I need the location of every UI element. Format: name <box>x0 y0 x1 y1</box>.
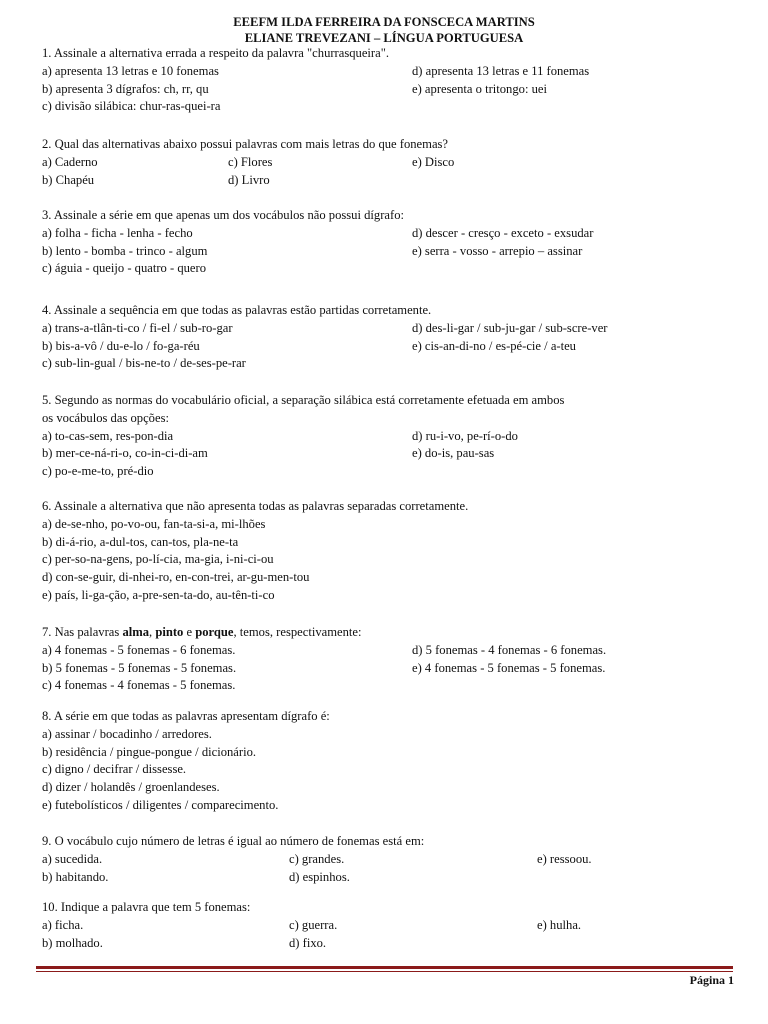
option-d: d) ru-i-vo, pe-rí-o-do <box>412 428 518 443</box>
question-2 <box>42 136 742 189</box>
stem-text: 7. Nas palavras <box>42 625 123 639</box>
option-c: c) sub-lin-gual / bis-ne-to / de-ses-pe-rar <box>42 356 246 371</box>
option-e: e) país, li-ga-ção, a-pre-sen-ta-do, au-tên-ti-co <box>42 587 275 602</box>
word-alma: alma <box>122 625 150 639</box>
question-4 <box>42 302 742 373</box>
footer-divider-thin <box>36 971 733 972</box>
question-stem: 10. Indique a palavra que tem 5 fonemas: <box>42 900 251 914</box>
question-1 <box>42 45 742 116</box>
school-name-heading: EEEFM ILDA FERREIRA DA FONSCECA MARTINS <box>233 15 535 29</box>
option-b: b) apresenta 3 dígrafos: ch, rr, qu <box>42 81 209 96</box>
option-d: d) Livro <box>228 172 270 187</box>
option-e: e) serra - vosso - arrepio – assinar <box>412 243 583 258</box>
option-c: c) per-so-na-gens, po-lí-cia, ma-gia, i-ni-ci-ou <box>42 552 274 567</box>
teacher-subject-heading: ELIANE TREVEZANI – LÍNGUA PORTUGUESA <box>244 31 524 45</box>
option-e: e) do-is, pau-sas <box>412 446 495 461</box>
option-d: d) descer - cresço - exceto - exsudar <box>412 225 594 240</box>
option-b: b) mer-ce-ná-ri-o, co-in-ci-di-am <box>42 446 208 461</box>
option-c: c) digno / decifrar / dissesse. <box>42 762 187 777</box>
option-b: b) habitando. <box>42 869 109 884</box>
question-10 <box>42 899 742 952</box>
question-stem: 2. Qual das alternativas abaixo possui palavras com mais letras do que fonemas? <box>42 137 449 151</box>
option-b: b) bis-a-vô / du-e-lo / fo-ga-réu <box>42 338 200 353</box>
question-3 <box>42 207 742 278</box>
question-6 <box>42 498 742 605</box>
option-c: c) po-e-me-to, pré-dio <box>42 464 154 479</box>
option-c: c) grandes. <box>289 851 345 866</box>
stem-separator: e <box>183 625 196 639</box>
option-b: b) residência / pingue-pongue / dicionário. <box>42 744 257 759</box>
option-b: b) Chapéu <box>42 172 95 187</box>
option-e: e) ressoou. <box>537 851 592 866</box>
option-c: c) guerra. <box>289 917 338 932</box>
question-stem-continued: os vocábulos das opções: <box>42 410 169 425</box>
question-5 <box>42 392 742 481</box>
option-c: c) águia - queijo - quatro - quero <box>42 261 207 276</box>
option-d: d) con-se-guir, di-nhei-ro, en-con-trei, ar-gu-men-tou <box>42 570 310 585</box>
option-d: d) apresenta 13 letras e 11 fonemas <box>412 63 590 78</box>
option-d: d) fixo. <box>289 935 327 950</box>
option-a: a) de-se-nho, po-vo-ou, fan-ta-si-a, mi-lhões <box>42 516 266 531</box>
option-d: d) espinhos. <box>289 869 350 884</box>
question-stem: 4. Assinale a sequência em que todas as palavras estão partidas corretamente. <box>42 303 432 317</box>
question-stem <box>42 624 361 642</box>
option-e: e) hulha. <box>537 917 582 932</box>
option-b: b) di-á-rio, a-dul-tos, can-tos, pla-ne-ta <box>42 534 239 549</box>
question-7 <box>42 624 742 695</box>
footer-divider-thick <box>36 966 733 969</box>
question-stem: 5. Segundo as normas do vocabulário oficial, a separação silábica está corretamente efetuada em ambos <box>42 393 565 407</box>
word-pinto: pinto <box>155 625 184 639</box>
option-a: a) trans-a-tlân-ti-co / fi-el / sub-ro-gar <box>42 320 233 335</box>
question-stem: 3. Assinale a série em que apenas um dos vocábulos não possui dígrafo: <box>42 208 404 222</box>
option-a: a) Caderno <box>42 154 98 169</box>
option-c: c) 4 fonemas - 4 fonemas - 5 fonemas. <box>42 678 236 693</box>
option-a: a) assinar / bocadinho / arredores. <box>42 726 212 741</box>
option-c: c) Flores <box>228 154 273 169</box>
option-b: b) molhado. <box>42 935 103 950</box>
option-c: c) divisão silábica: chur-ras-quei-ra <box>42 99 221 114</box>
option-d: d) dizer / holandês / groenlandeses. <box>42 780 220 795</box>
stem-separator: , <box>149 625 156 639</box>
question-stem: 6. Assinale a alternativa que não apresenta todas as palavras separadas corretamente. <box>42 499 469 513</box>
option-a: a) sucedida. <box>42 851 103 866</box>
option-a: a) folha - ficha - lenha - fecho <box>42 225 193 240</box>
option-a: a) apresenta 13 letras e 10 fonemas <box>42 63 219 78</box>
word-porque: porque <box>195 625 234 639</box>
option-b: b) 5 fonemas - 5 fonemas - 5 fonemas. <box>42 660 237 675</box>
option-d: d) 5 fonemas - 4 fonemas - 6 fonemas. <box>412 642 607 657</box>
question-9 <box>42 833 742 886</box>
option-e: e) cis-an-di-no / es-pé-cie / a-teu <box>412 338 576 353</box>
option-a: a) 4 fonemas - 5 fonemas - 6 fonemas. <box>42 642 236 657</box>
option-a: a) ficha. <box>42 917 84 932</box>
question-stem: 9. O vocábulo cujo número de letras é igual ao número de fonemas está em: <box>42 834 425 848</box>
question-stem: 8. A série em que todas as palavras apresentam dígrafo é: <box>42 709 330 723</box>
page-number: Página 1 <box>689 973 734 987</box>
option-e: e) 4 fonemas - 5 fonemas - 5 fonemas. <box>412 660 606 675</box>
stem-text: , temos, respectivamente: <box>233 625 362 639</box>
option-d: d) des-li-gar / sub-ju-gar / sub-scre-ver <box>412 320 608 335</box>
question-8 <box>42 708 742 815</box>
option-b: b) lento - bomba - trinco - algum <box>42 243 208 258</box>
question-stem: 1. Assinale a alternativa errada a respeito da palavra "churrasqueira". <box>42 46 389 60</box>
option-e: e) Disco <box>412 154 455 169</box>
option-e: e) futebolísticos / diligentes / comparecimento. <box>42 797 279 812</box>
option-a: a) to-cas-sem, res-pon-dia <box>42 428 174 443</box>
option-e: e) apresenta o tritongo: uei <box>412 81 547 96</box>
